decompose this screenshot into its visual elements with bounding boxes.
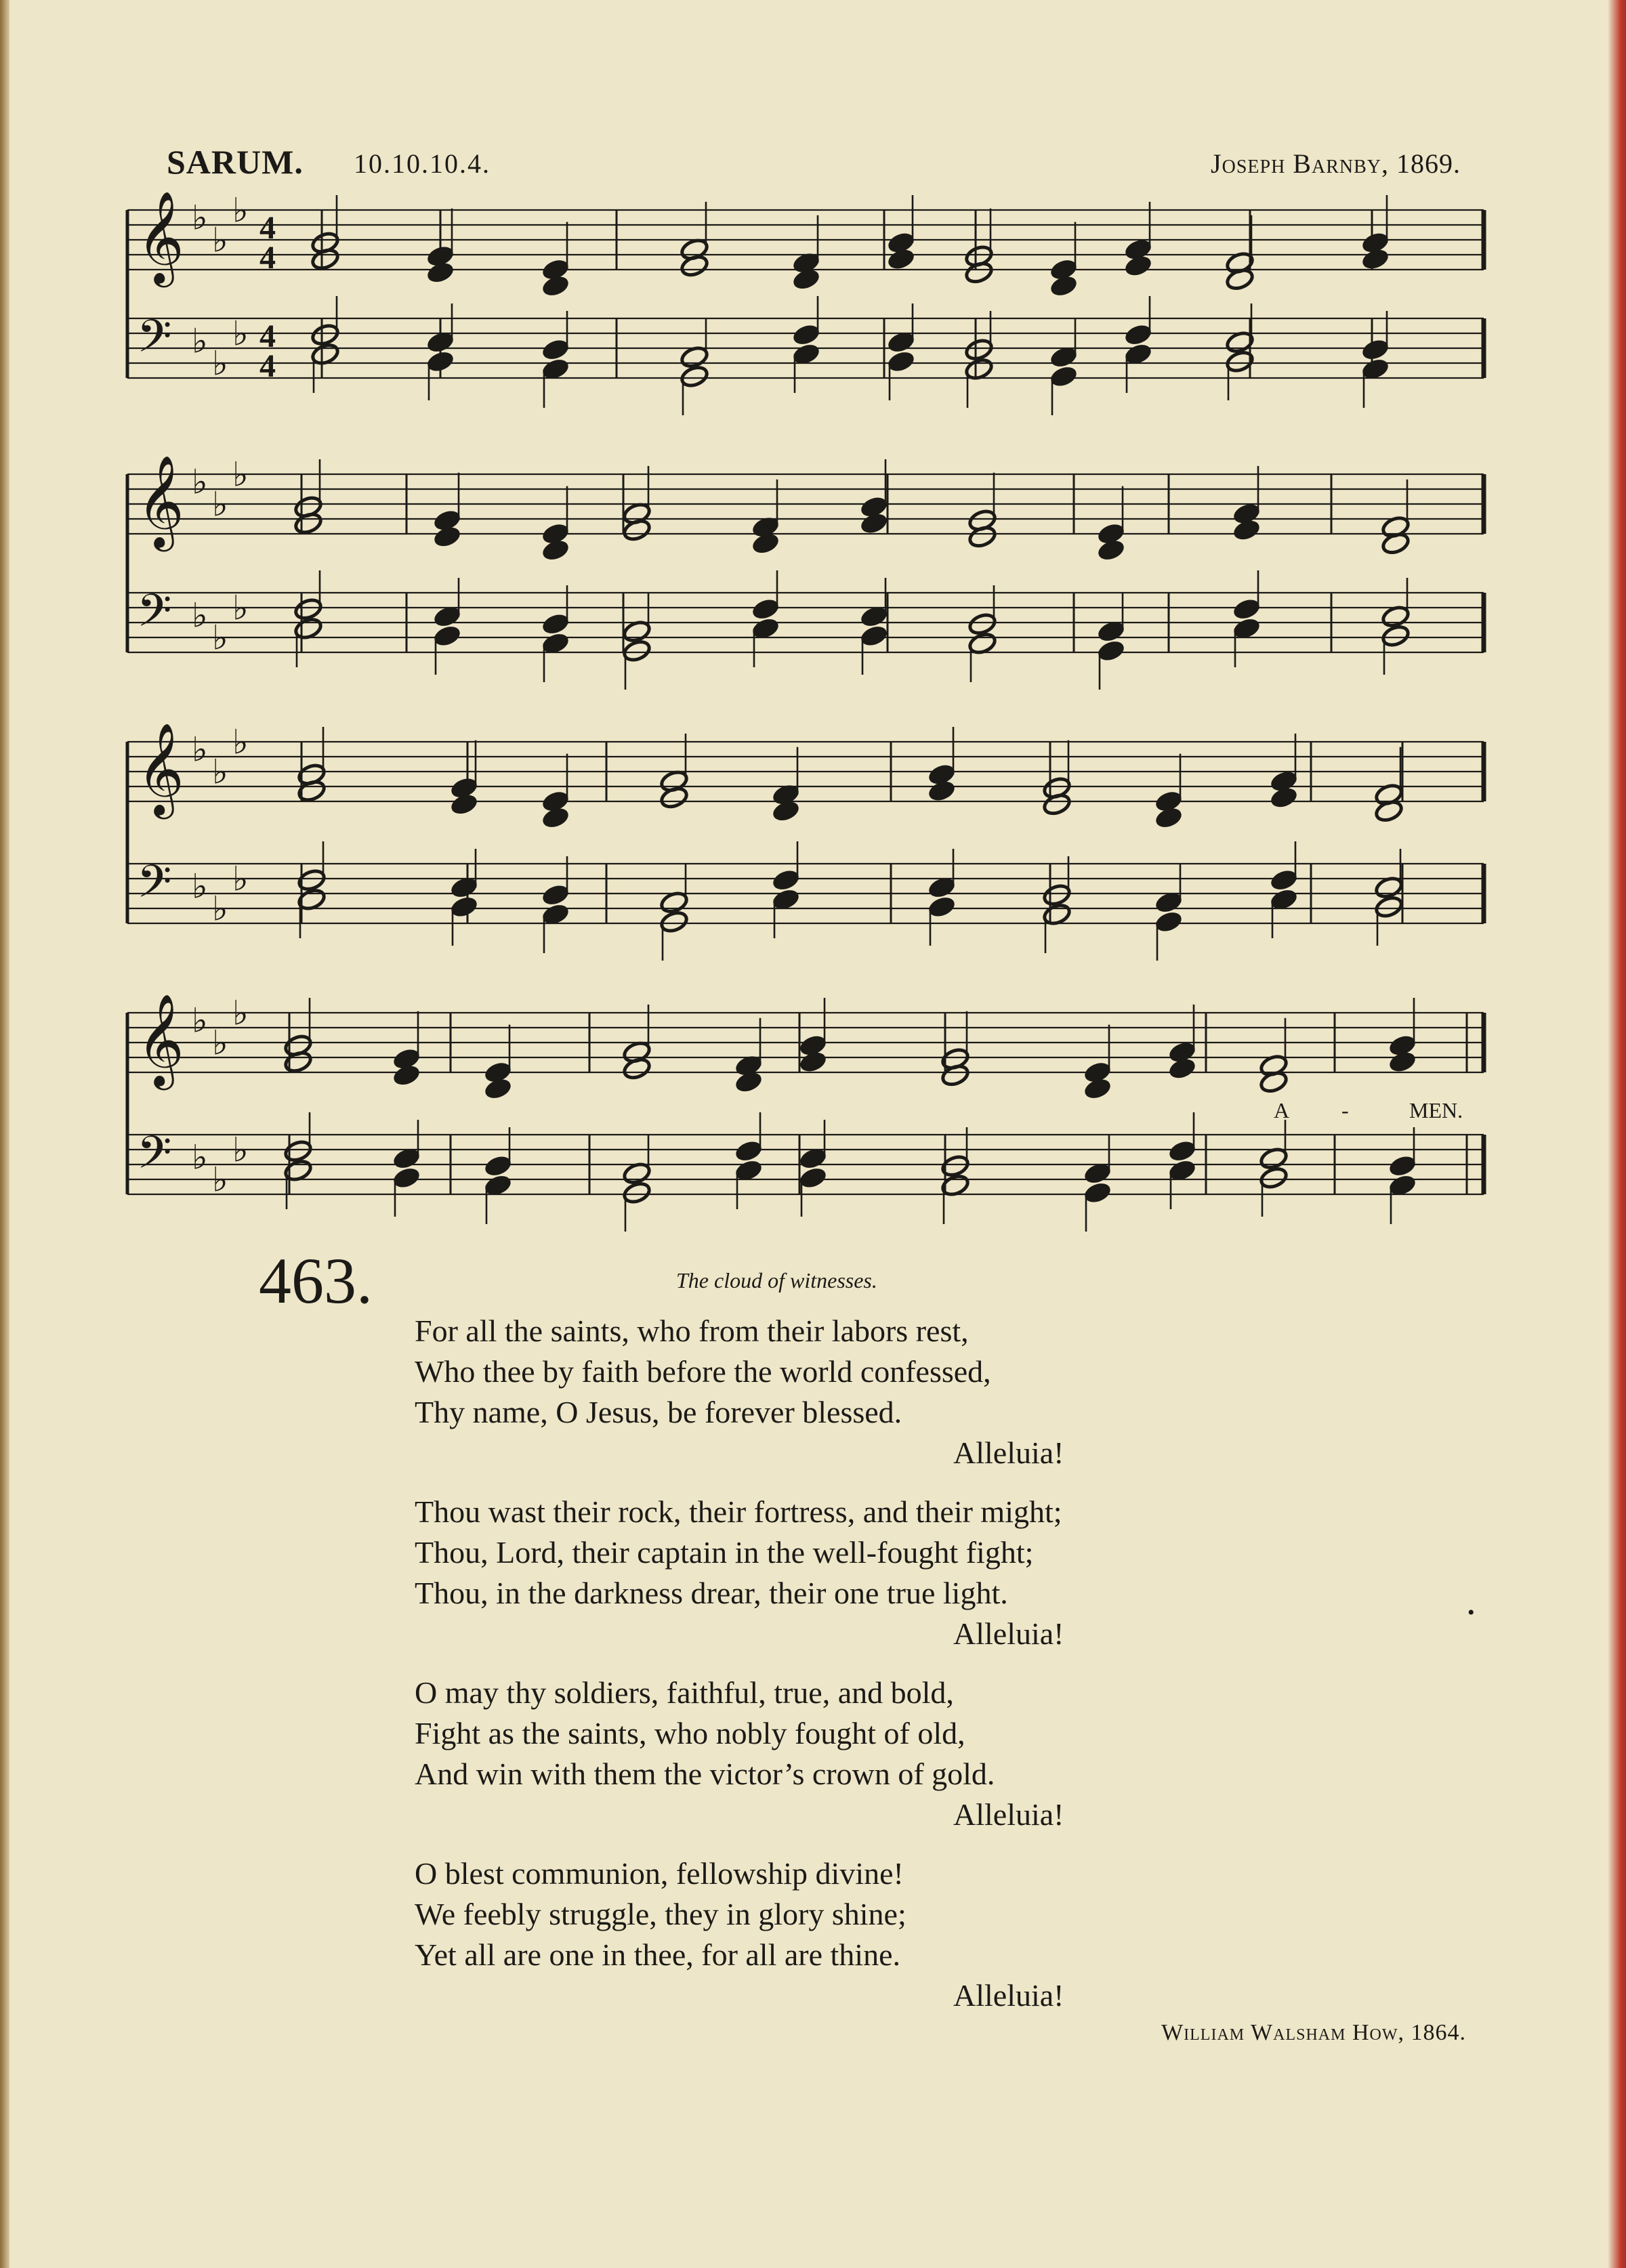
notehead	[1042, 883, 1072, 907]
verse-line: O may thy soldiers, faithful, true, and bold,	[415, 1675, 954, 1710]
page-dot: •	[1467, 1601, 1475, 1624]
verse-line: Fight as the saints, who nobly fought of old,	[415, 1716, 965, 1750]
stanza-1	[415, 1311, 1295, 1473]
flat-icon: ♭	[212, 220, 228, 260]
notehead	[541, 805, 570, 830]
notehead	[483, 1154, 513, 1178]
notehead	[1360, 337, 1390, 362]
flat-icon: ♭	[232, 190, 249, 230]
bass-clef-icon: 𝄢	[137, 585, 172, 648]
notehead	[927, 778, 957, 803]
notehead	[964, 337, 994, 362]
notehead	[392, 1166, 421, 1190]
flat-icon: ♭	[212, 752, 228, 792]
verse-line: O blest communion, fellowship divine!	[415, 1856, 904, 1891]
amen-syllable: A	[1274, 1098, 1290, 1122]
bass-clef-icon: 𝄢	[137, 856, 172, 919]
flat-icon: ♭	[212, 484, 228, 524]
stanza-2	[415, 1492, 1295, 1654]
notehead	[859, 624, 889, 648]
notehead	[432, 624, 462, 648]
tune-name: SARUM.	[167, 143, 304, 181]
notehead	[1374, 895, 1404, 919]
notehead	[392, 1063, 421, 1087]
notehead	[1083, 1076, 1112, 1101]
time-signature: 4	[259, 318, 276, 354]
verse-line: Thou, in the darkness drear, their one true light.	[415, 1576, 1008, 1610]
notehead	[541, 612, 570, 636]
notehead	[1259, 1166, 1289, 1190]
notehead	[798, 1049, 828, 1074]
amen-syllable: -	[1341, 1098, 1349, 1122]
notehead	[310, 322, 340, 347]
notehead	[1167, 1056, 1197, 1080]
verse-line: Thou, Lord, their captain in the well-fought fight;	[415, 1535, 1034, 1570]
notehead	[622, 639, 652, 663]
flat-icon: ♭	[212, 343, 228, 383]
flat-icon: ♭	[212, 618, 228, 658]
notehead	[771, 799, 801, 823]
refrain: Alleluia!	[953, 1616, 1064, 1651]
notehead	[886, 350, 916, 374]
verses	[415, 1311, 1295, 2034]
verse-line: Thou wast their rock, their fortress, and their might;	[415, 1494, 1062, 1529]
refrain: Alleluia!	[953, 1435, 1064, 1470]
flat-icon: ♭	[192, 1137, 208, 1177]
notehead	[541, 538, 570, 562]
treble-clef-icon: 𝄞	[137, 721, 184, 815]
flat-icon: ♭	[192, 1001, 208, 1041]
notehead	[1123, 322, 1153, 347]
time-signature: 4	[259, 348, 276, 384]
page-edge-left	[0, 0, 9, 2268]
verse-line: For all the saints, who from their labors rest,	[415, 1314, 969, 1348]
flat-icon: ♭	[212, 889, 228, 929]
flat-icon: ♭	[212, 1023, 228, 1063]
amen-syllable: MEN.	[1409, 1098, 1463, 1122]
notehead	[1096, 538, 1126, 562]
notehead	[751, 531, 780, 555]
notehead	[1232, 597, 1262, 621]
refrain: Alleluia!	[953, 1978, 1064, 2013]
refrain: Alleluia!	[953, 1797, 1064, 1832]
author-credit: William Walsham How, 1864.	[1161, 2020, 1466, 2045]
flat-icon: ♭	[232, 314, 249, 354]
treble-clef-icon: 𝄞	[137, 454, 184, 547]
verse-line: We feebly struggle, they in glory shine;	[415, 1897, 906, 1931]
notehead	[886, 247, 916, 271]
flat-icon: ♭	[212, 1160, 228, 1200]
notehead	[734, 1070, 764, 1094]
notehead	[1269, 785, 1299, 810]
notehead	[1154, 805, 1184, 830]
page-edge-right	[1608, 0, 1626, 2268]
flat-icon: ♭	[232, 859, 249, 899]
notehead	[483, 1076, 513, 1101]
score-svg	[122, 190, 1497, 1246]
verse-line: And win with them the victor’s crown of gold.	[415, 1757, 995, 1791]
notehead	[1360, 247, 1390, 271]
notehead	[1381, 624, 1411, 648]
notehead	[1096, 639, 1126, 663]
notehead	[1049, 364, 1079, 389]
treble-clef-icon: 𝄞	[137, 190, 184, 283]
flat-icon: ♭	[232, 588, 249, 628]
notehead	[449, 792, 479, 816]
time-signature: 4	[259, 239, 276, 276]
notehead	[771, 868, 801, 892]
hymn-title: The cloud of witnesses.	[676, 1268, 877, 1293]
composer: Joseph Barnby, 1869.	[1211, 148, 1461, 179]
notehead	[791, 267, 821, 291]
notehead	[1232, 518, 1262, 542]
notehead	[791, 322, 821, 347]
notehead	[1388, 1154, 1417, 1178]
verse-line: Thy name, O Jesus, be forever blessed.	[415, 1395, 902, 1429]
notehead	[859, 511, 889, 535]
hymn-number: 463.	[259, 1244, 373, 1317]
notehead	[449, 895, 479, 919]
notehead	[293, 597, 323, 621]
notehead	[541, 337, 570, 362]
verse-line: Who thee by faith before the world confessed,	[415, 1354, 991, 1389]
flat-icon: ♭	[232, 1130, 249, 1170]
flat-icon: ♭	[192, 866, 208, 906]
notehead	[1269, 868, 1299, 892]
flat-icon: ♭	[192, 198, 208, 238]
verse-line: Yet all are one in thee, for all are thine.	[415, 1937, 900, 1972]
notehead	[425, 260, 455, 285]
notehead	[425, 350, 455, 374]
hymn-header	[167, 142, 1461, 183]
flat-icon: ♭	[232, 993, 249, 1033]
treble-clef-icon: 𝄞	[137, 992, 184, 1086]
notehead	[432, 524, 462, 549]
notehead	[1049, 274, 1079, 298]
notehead	[1154, 910, 1184, 934]
bass-clef-icon: 𝄢	[137, 310, 172, 373]
notehead	[734, 1139, 764, 1163]
notehead	[541, 274, 570, 298]
notehead	[680, 364, 709, 389]
bass-clef-icon: 𝄢	[137, 1127, 172, 1190]
notehead	[751, 597, 780, 621]
notehead	[659, 910, 689, 934]
notehead	[927, 895, 957, 919]
notehead	[622, 1181, 652, 1205]
notehead	[1123, 253, 1153, 278]
flat-icon: ♭	[192, 462, 208, 502]
notehead	[798, 1166, 828, 1190]
meter: 10.10.10.4.	[354, 148, 491, 179]
flat-icon: ♭	[232, 722, 249, 762]
notehead	[1388, 1049, 1417, 1074]
stanza-4	[415, 1853, 1295, 2016]
music-score	[122, 190, 1497, 1246]
flat-icon: ♭	[192, 321, 208, 361]
notehead	[1083, 1181, 1112, 1205]
time-signature: 4	[259, 209, 276, 246]
notehead	[967, 612, 997, 636]
flat-icon: ♭	[192, 595, 208, 635]
stanza-3	[415, 1673, 1295, 1835]
notehead	[541, 883, 570, 907]
notehead	[283, 1139, 313, 1163]
notehead	[1167, 1139, 1197, 1163]
flat-icon: ♭	[232, 455, 249, 495]
flat-icon: ♭	[192, 730, 208, 770]
